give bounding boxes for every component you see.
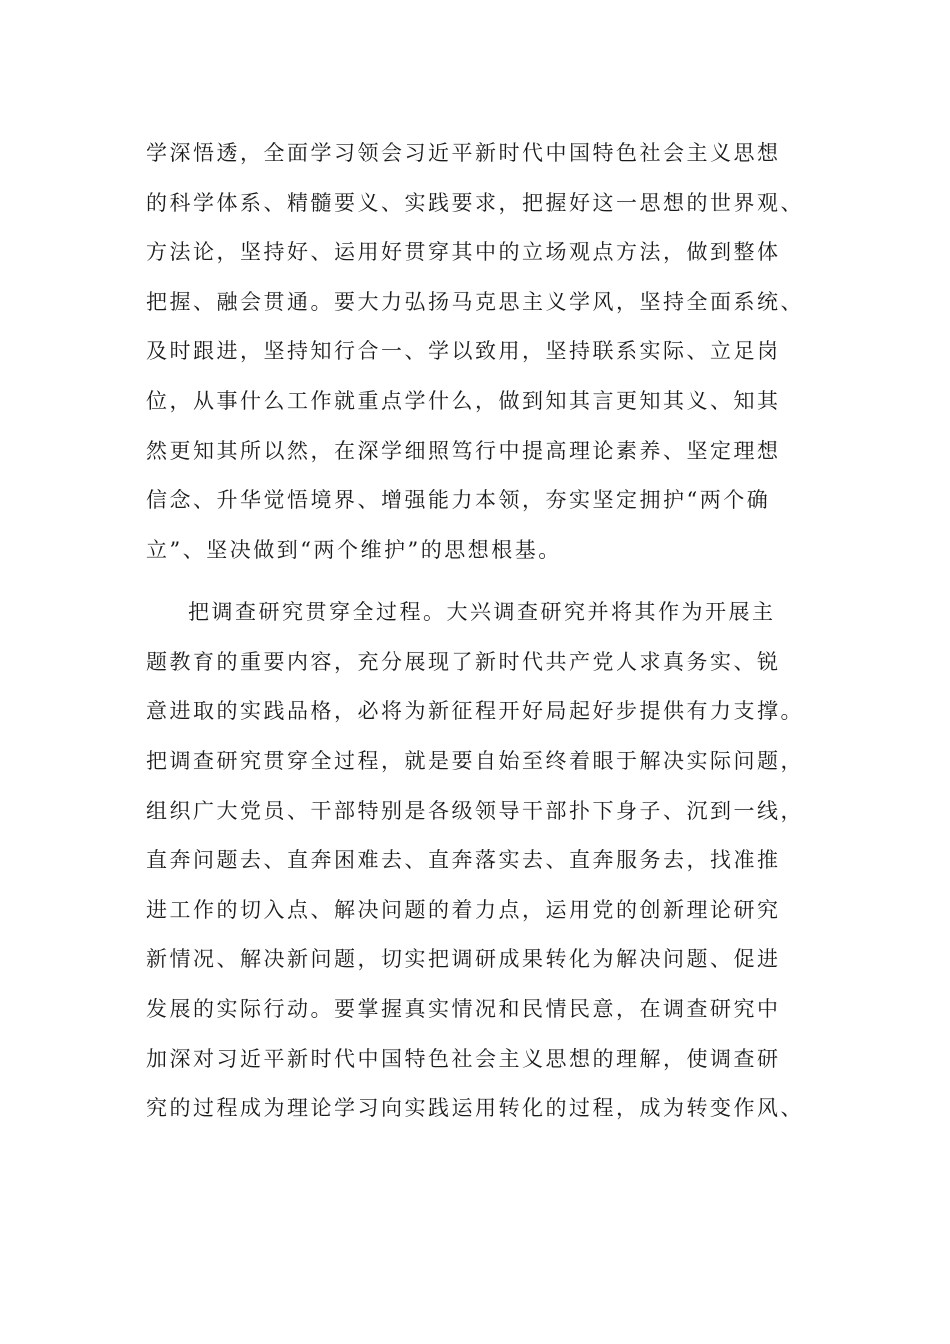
text-line: 立”、坚决做到“两个维护”的思想根基。: [146, 538, 562, 562]
text-line: 方法论，坚持好、运用好贯穿其中的立场观点方法，做到整体: [146, 240, 781, 264]
text-line: 然更知其所以然，在深学细照笃行中提高理论素养、坚定理想: [146, 439, 781, 463]
text-line: 加深对习近平新时代中国特色社会主义思想的理解，使调查研: [146, 1047, 781, 1071]
text-line: 把握、融会贯通。要大力弘扬马克思主义学风，坚持全面系统、: [146, 290, 804, 314]
text-line: 发展的实际行动。要掌握真实情况和民情民意，在调查研究中: [146, 997, 781, 1021]
text-line: 位，从事什么工作就重点学什么，做到知其言更知其义、知其: [146, 389, 781, 413]
text-line: 意进取的实践品格，必将为新征程开好局起好步提供有力支撑。: [146, 699, 804, 723]
text-line: 学深悟透，全面学习领会习近平新时代中国特色社会主义思想: [146, 141, 781, 165]
text-line: 进工作的切入点、解决问题的着力点，运用党的创新理论研究: [146, 898, 781, 922]
text-line: 把调查研究贯穿全过程，就是要自始至终着眼于解决实际问题，: [146, 749, 804, 773]
text-line: 直奔问题去、直奔困难去、直奔落实去、直奔服务去，找准推: [146, 848, 781, 872]
text-line: 题教育的重要内容，充分展现了新时代共产党人求真务实、锐: [146, 650, 781, 674]
text-line: 组织广大党员、干部特别是各级领导干部扑下身子、沉到一线，: [146, 799, 804, 823]
text-line: 新情况、解决新问题，切实把调研成果转化为解决问题、促进: [146, 947, 781, 971]
text-line: 及时跟进，坚持知行合一、学以致用，坚持联系实际、立足岗: [146, 339, 781, 363]
text-line: 信念、升华觉悟境界、增强能力本领，夯实坚定拥护“两个确: [146, 488, 771, 512]
text-line: 究的过程成为理论学习向实践运用转化的过程，成为转变作风、: [146, 1096, 804, 1120]
text-line: 把调查研究贯穿全过程。大兴调查研究并将其作为开展主: [188, 600, 776, 624]
text-line: 的科学体系、精髓要义、实践要求，把握好这一思想的世界观、: [146, 191, 804, 215]
